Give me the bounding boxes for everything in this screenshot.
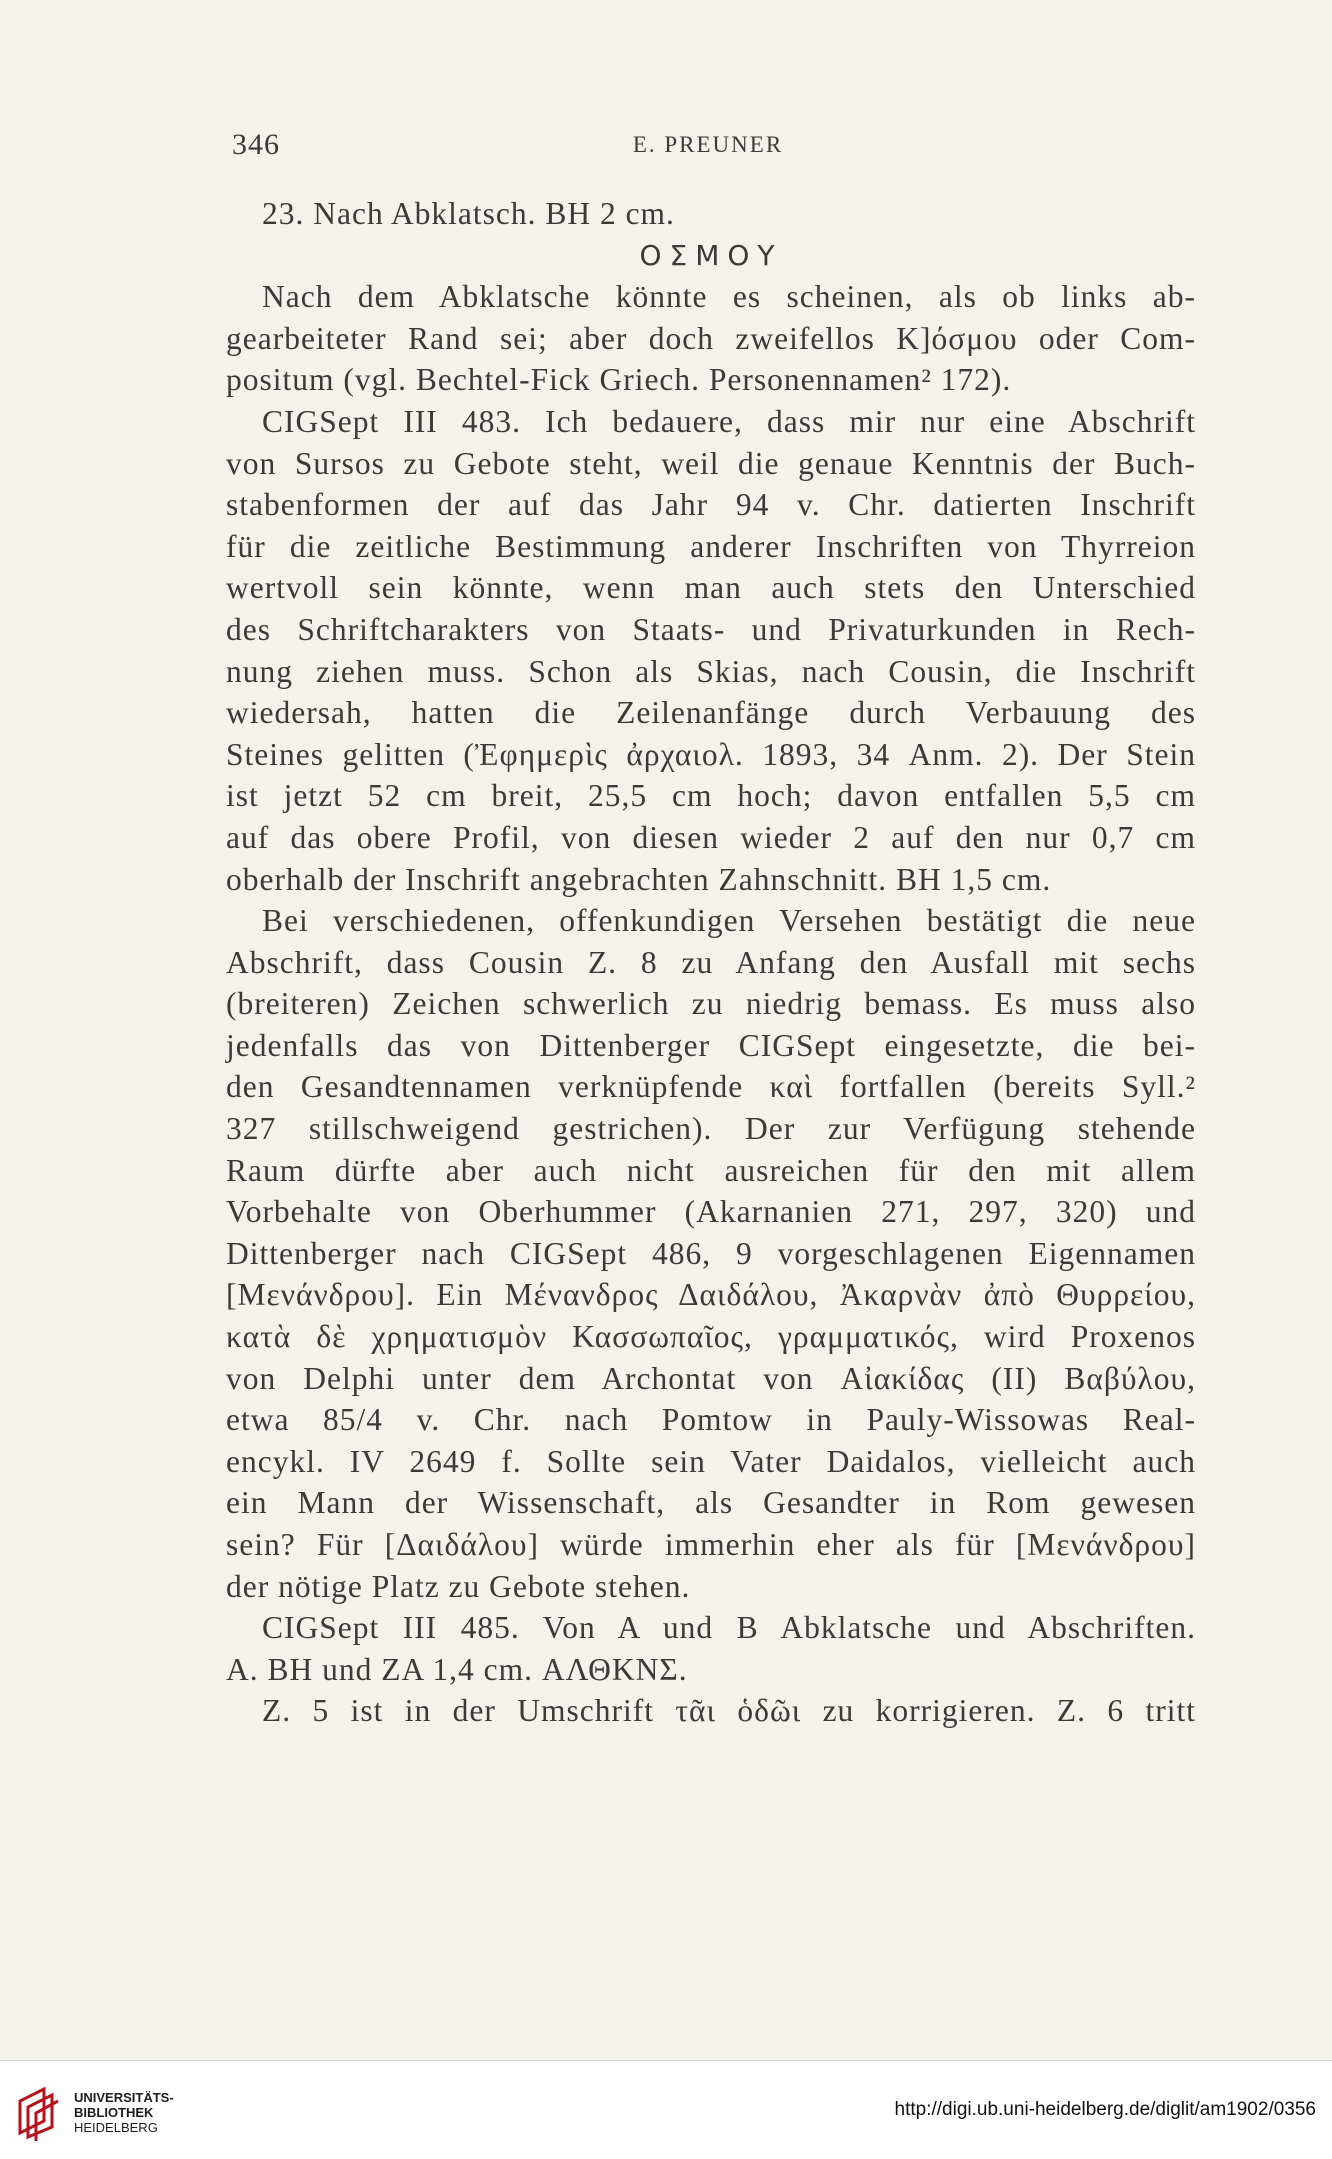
text-line: wertvoll sein könnte, wenn man auch stets den Unterschied: [226, 570, 1196, 606]
text-line: für die zeitliche Bestimmung anderer Inschriften von Thyrreion: [226, 528, 1196, 564]
text-line: gearbeiteter Rand sei; aber doch zweifellos K]όσμου oder Com-: [226, 320, 1196, 356]
inscription-text: ΟΣΜΟΥ: [639, 238, 783, 272]
text-line: des Schriftcharakters von Staats- und Privaturkunden in Rech-: [226, 611, 1196, 647]
library-name-line: HEIDELBERG: [74, 2120, 158, 2135]
text-line: wiedersah, hatten die Zeilenanfänge durch Verbauung des: [226, 695, 1196, 731]
text-line: Vorbehalte von Oberhummer (Akarnanien 271, 297, 320) und: [226, 1194, 1196, 1230]
page-number: 346: [232, 128, 280, 161]
text-line: oberhalb der Inschrift angebrachten Zahnschnitt. BH 1,5 cm.: [226, 861, 1052, 897]
text-line: ein Mann der Wissenschaft, als Gesandter in Rom gewesen: [226, 1485, 1196, 1521]
text-line: encykl. IV 2649 f. Sollte sein Vater Daidalos, vielleicht auch: [226, 1443, 1196, 1479]
library-logo-icon: [14, 2081, 62, 2141]
text-line: Abschrift, dass Cousin Z. 8 zu Anfang den Ausfall mit sechs: [226, 944, 1196, 980]
text-line: sein? Für [Δαιδάλου] würde immerhin eher als für [Μενάνδρου]: [226, 1527, 1196, 1562]
text-line: CIGSept III 483. Ich bedauere, dass mir nur eine Abschrift: [262, 403, 1196, 439]
text-line: [Μενάνδρου]. Ein Μένανδρος Δαιδάλου, Ἀκαρνὰν ἀπὸ Θυρρείου,: [226, 1277, 1196, 1313]
text-line: Dittenberger nach CIGSept 486, 9 vorgeschlagenen Eigennamen: [226, 1235, 1196, 1271]
text-line: von Sursos zu Gebote steht, weil die genaue Kenntnis der Buch-: [226, 445, 1196, 481]
text-line: den Gesandtennamen verknüpfende καὶ fortfallen (bereits Syll.²: [226, 1069, 1196, 1105]
text-line: Raum dürfte aber auch nicht ausreichen für den mit allem: [226, 1152, 1196, 1188]
text-line: auf das obere Profil, von diesen wieder 2 auf den nur 0,7 cm: [226, 819, 1196, 855]
text-line: ist jetzt 52 cm breit, 25,5 cm hoch; davon entfallen 5,5 cm: [226, 778, 1196, 814]
viewer-footer: [0, 2060, 1332, 2159]
text-line: positum (vgl. Bechtel-Fick Griech. Personennamen² 172).: [226, 362, 1012, 398]
text-line: nung ziehen muss. Schon als Skias, nach Cousin, die Inschrift: [226, 653, 1196, 689]
library-name-line: BIBLIOTHEK: [74, 2105, 154, 2120]
text-line: Nach dem Abklatsche könnte es scheinen, als ob links ab-: [262, 279, 1196, 315]
text-line: stabenformen der auf das Jahr 94 v. Chr. datierten Inschrift: [226, 487, 1196, 523]
text-line: Steines gelitten (Ἐφημερὶς ἀρχαιολ. 1893, 34 Anm. 2). Der Stein: [226, 736, 1196, 772]
text-line: A. BH und ZA 1,4 cm. ΑΛΘΚΝΣ.: [226, 1651, 688, 1687]
library-name: [74, 2090, 174, 2135]
page-header: [228, 128, 1188, 162]
body-text: [226, 193, 1196, 1732]
text-line: Bei verschiedenen, offenkundigen Versehen bestätigt die neue: [262, 903, 1196, 939]
library-name-line: UNIVERSITÄTS-: [74, 2090, 174, 2105]
permalink-url[interactable]: http://digi.ub.uni-heidelberg.de/diglit/am1902/0356: [894, 2099, 1316, 2120]
text-line: 23. Nach Abklatsch. BH 2 cm.: [262, 196, 675, 231]
text-line: 327 stillschweigend gestrichen). Der zur Verfügung stehende: [226, 1111, 1196, 1147]
text-line: von Delphi unter dem Archontat von Αἰακίδας (II) Βαβύλου,: [226, 1360, 1196, 1396]
text-line: etwa 85/4 v. Chr. nach Pomtow in Pauly-Wissowas Real-: [226, 1402, 1196, 1438]
text-line: (breiteren) Zeichen schwerlich zu niedrig bemass. Es muss also: [226, 986, 1196, 1022]
text-line: jedenfalls das von Dittenberger CIGSept eingesetzte, die bei-: [226, 1027, 1196, 1063]
text-line: der nötige Platz zu Gebote stehen.: [226, 1568, 691, 1604]
text-line: Z. 5 ist in der Umschrift τᾶι ὁδῶι zu korrigieren. Z. 6 tritt: [262, 1693, 1196, 1729]
text-line: CIGSept III 485. Von A und B Abklatsche und Abschriften.: [262, 1610, 1196, 1646]
text-line: κατὰ δὲ χρηματισμὸν Κασσωπαῖος, γραμματικός, wird Proxenos: [226, 1319, 1196, 1355]
running-head: E. PREUNER: [632, 132, 784, 157]
